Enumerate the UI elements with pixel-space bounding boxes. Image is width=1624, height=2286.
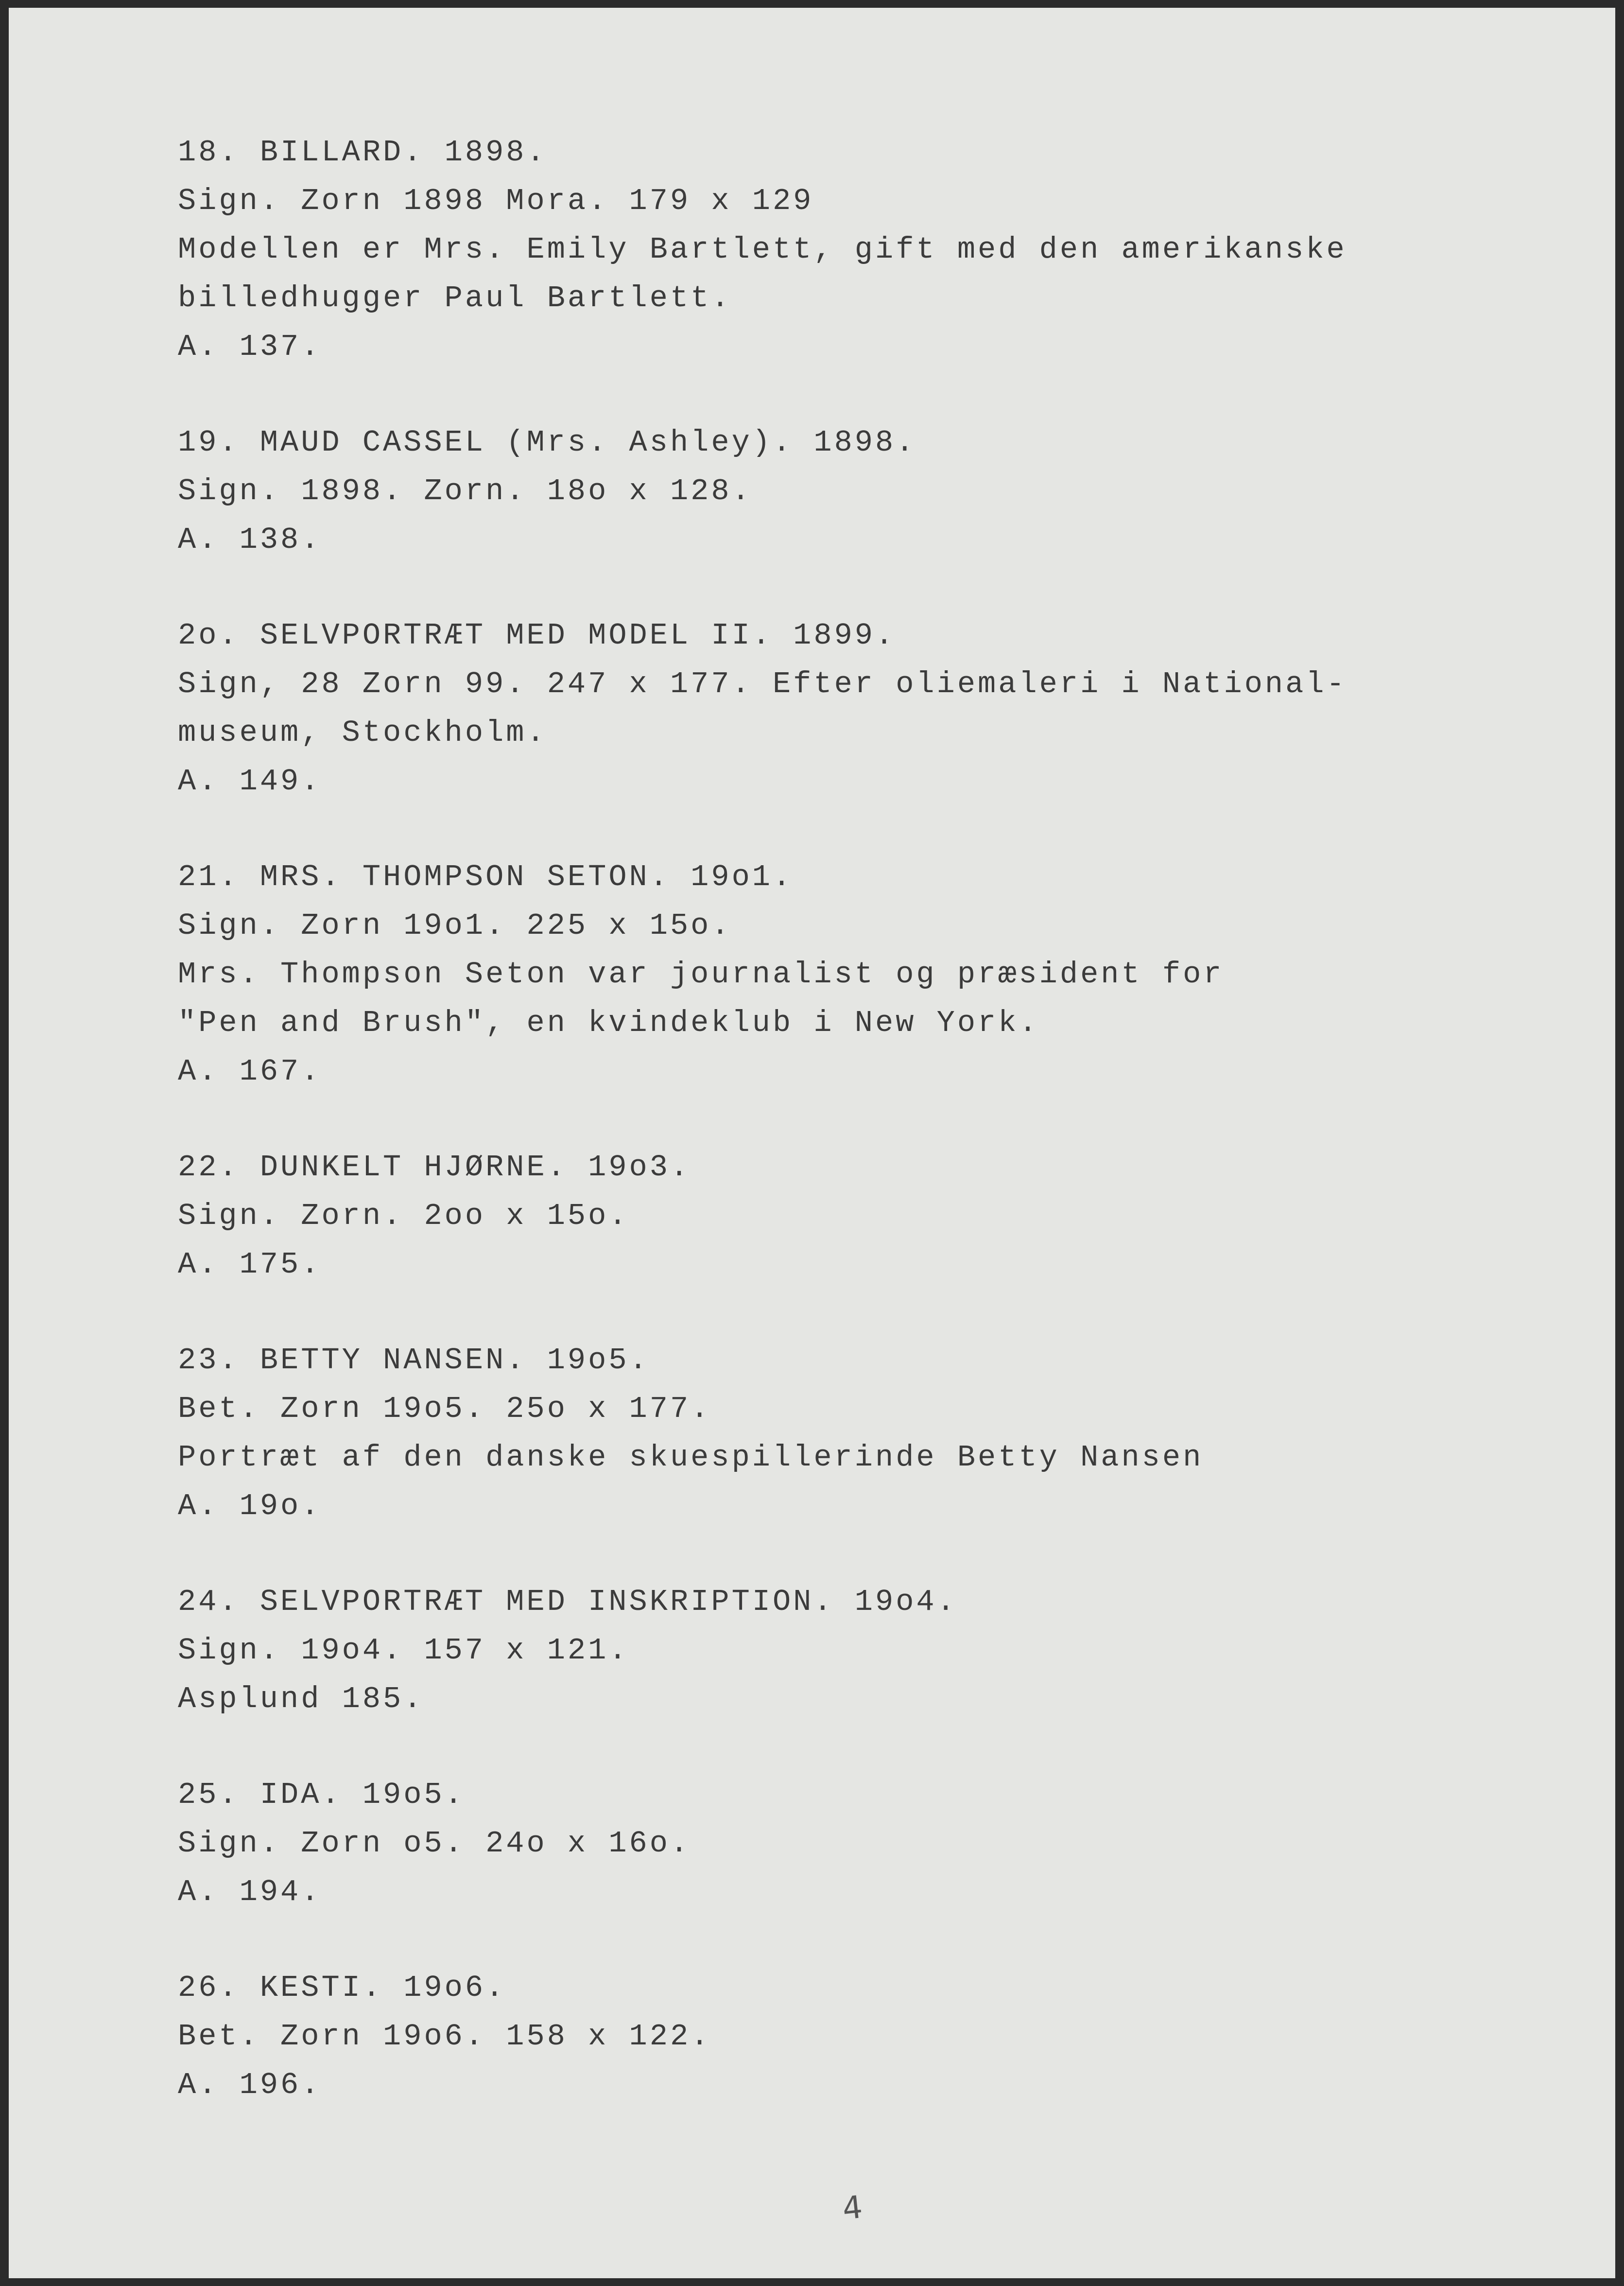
entry-detail-line: A. 138.	[178, 523, 322, 557]
entry-detail-line: Sign. Zorn 19o1. 225 x 15o.	[178, 908, 732, 943]
entry-detail-line: A. 194.	[178, 1875, 322, 1909]
entry-detail-line: Asplund 185.	[178, 1682, 424, 1716]
catalogue-entry	[178, 611, 1538, 806]
catalogue-entry	[178, 419, 1538, 564]
entry-detail-line: Modellen er Mrs. Emily Bartlett, gift med den amerikanske	[178, 232, 1347, 267]
entry-detail-line: A. 167.	[178, 1054, 322, 1089]
catalogue-entry	[178, 1578, 1538, 1724]
entry-detail-line: Sign. 19o4. 157 x 121.	[178, 1633, 629, 1668]
entry-detail-line: A. 149.	[178, 764, 322, 799]
entry-title: 23. BETTY NANSEN. 19o5.	[178, 1343, 650, 1378]
entry-detail-line: Sign. Zorn. 2oo x 15o.	[178, 1199, 629, 1233]
entry-detail-line: A. 19o.	[178, 1489, 322, 1523]
entry-title: 19. MAUD CASSEL (Mrs. Ashley). 1898.	[178, 425, 916, 460]
catalogue-entry	[178, 1771, 1538, 1917]
entry-detail-line: A. 175.	[178, 1247, 322, 1282]
page-number: 4	[841, 2189, 864, 2227]
entry-title: 25. IDA. 19o5.	[178, 1778, 465, 1812]
catalogue-entry	[178, 128, 1538, 371]
entry-detail-line: Sign. Zorn o5. 24o x 16o.	[178, 1826, 691, 1861]
document-page	[9, 8, 1615, 2278]
entry-detail-line: Sign, 28 Zorn 99. 247 x 177. Efter oliemaleri i National-	[178, 667, 1347, 701]
entry-detail-line: Portræt af den danske skuespillerinde Betty Nansen	[178, 1440, 1204, 1475]
entry-detail-line: billedhugger Paul Bartlett.	[178, 281, 732, 315]
entry-title: 18. BILLARD. 1898.	[178, 135, 547, 170]
entry-title: 24. SELVPORTRÆT MED INSKRIPTION. 19o4.	[178, 1585, 957, 1619]
entry-detail-line: Sign. Zorn 1898 Mora. 179 x 129	[178, 184, 814, 218]
catalogue-entries	[178, 128, 1538, 2157]
entry-title: 26. KESTI. 19o6.	[178, 1971, 506, 2005]
catalogue-entry	[178, 853, 1538, 1096]
entry-detail-line: A. 137.	[178, 330, 322, 364]
entry-title: 21. MRS. THOMPSON SETON. 19o1.	[178, 860, 794, 894]
entry-title: 2o. SELVPORTRÆT MED MODEL II. 1899.	[178, 618, 896, 653]
catalogue-entry	[178, 1964, 1538, 2110]
entry-detail-line: "Pen and Brush", en kvindeklub i New York.	[178, 1006, 1039, 1040]
catalogue-entry	[178, 1143, 1538, 1289]
entry-detail-line: Mrs. Thompson Seton var journalist og præsident for	[178, 957, 1224, 992]
entry-title: 22. DUNKELT HJØRNE. 19o3.	[178, 1150, 691, 1185]
entry-detail-line: Bet. Zorn 19o5. 25o x 177.	[178, 1392, 711, 1426]
entry-detail-line: museum, Stockholm.	[178, 715, 547, 750]
catalogue-entry	[178, 1336, 1538, 1531]
entry-detail-line: Bet. Zorn 19o6. 158 x 122.	[178, 2019, 711, 2054]
entry-detail-line: Sign. 1898. Zorn. 18o x 128.	[178, 474, 752, 508]
entry-detail-line: A. 196.	[178, 2068, 322, 2102]
